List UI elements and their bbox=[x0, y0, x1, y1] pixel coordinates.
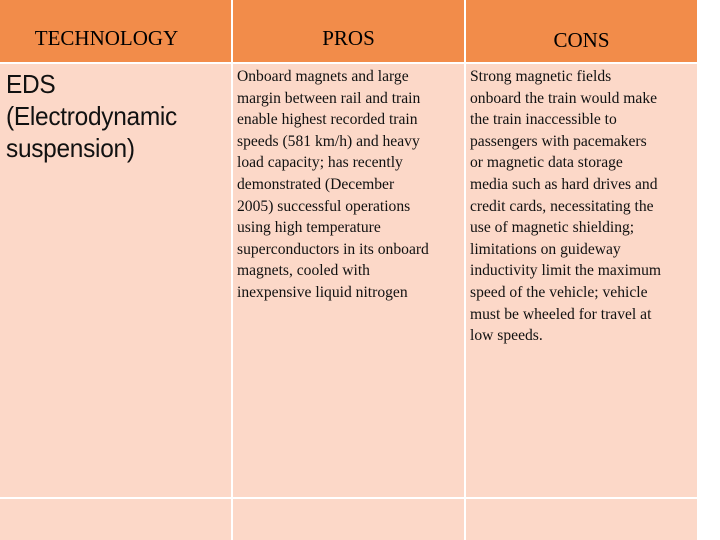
header-cons-label: CONS bbox=[553, 28, 610, 52]
pros-text: Onboard magnets and large margin between rail and train enable highest recorded train speeds (581 km/h) and heavy load capacity; has recently demonstrated (December 2005) successful operations using high temperature superconductors in its onboard magnets, cooled with inexpensive liquid nitrogen bbox=[237, 68, 429, 301]
cons-cell bbox=[466, 64, 697, 497]
header-pros-label: PROS bbox=[322, 26, 375, 50]
technology-cell bbox=[0, 64, 231, 497]
empty-cell-cons bbox=[466, 499, 697, 540]
header-technology-label: TECHNOLOGY bbox=[34, 26, 179, 50]
cons-text: Strong magnetic fields onboard the train would make the train inaccessible to passengers with pacemakers or magnetic data storage media such as hard drives and credit cards, necessitating the use of magnetic shielding; limitations on guideway inductivity limit the maximum speed of the vehicle; vehicle must be wheeled for travel at low speeds. bbox=[470, 68, 662, 345]
pros-cell bbox=[233, 64, 464, 497]
header-pros bbox=[233, 0, 464, 62]
technology-name: EDS (Electrodynamic suspension) bbox=[6, 69, 177, 163]
header-cons bbox=[466, 0, 697, 62]
empty-cell-pros bbox=[233, 499, 464, 540]
header-technology bbox=[0, 0, 231, 62]
empty-cell-technology bbox=[0, 499, 231, 540]
